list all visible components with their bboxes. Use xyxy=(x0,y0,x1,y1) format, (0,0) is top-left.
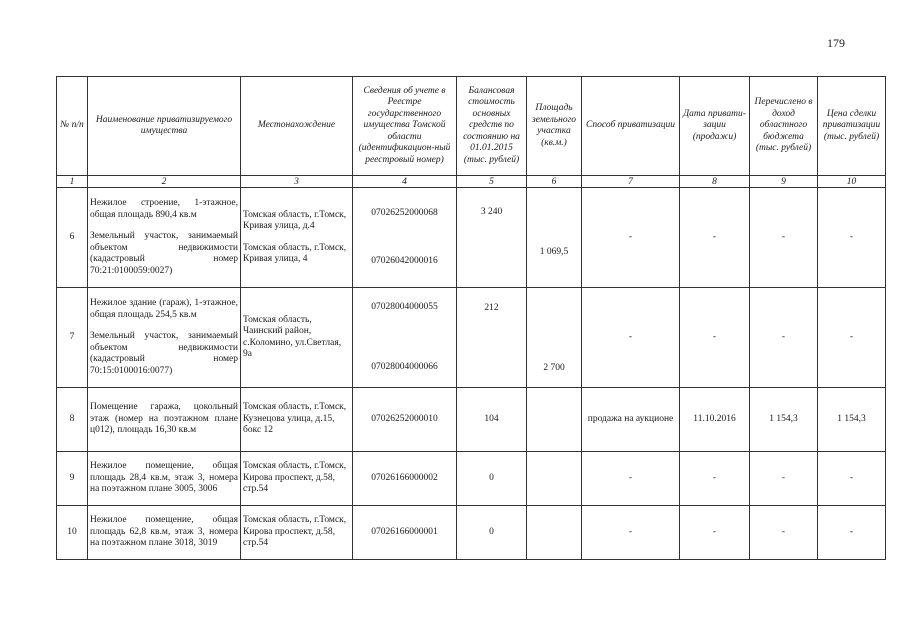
registry-number: 07028004000066 xyxy=(371,361,438,372)
privatization-method: - xyxy=(582,288,680,388)
registry-cell xyxy=(353,188,457,288)
property-name: Нежилое здание (гараж), 1-этажное, общая площадь 254,5 кв.м xyxy=(90,298,238,320)
header-num: № п/п xyxy=(57,77,88,176)
land-area xyxy=(527,388,582,452)
row-number: 10 xyxy=(57,506,88,560)
location: Томская область, г.Томск, Кривая улица, 4 xyxy=(243,242,347,264)
deal-price: - xyxy=(818,506,886,560)
registry-number: 07026252000068 xyxy=(371,208,438,218)
property-name: Нежилое строение, 1-этажное, общая площадь 890,4 кв.м xyxy=(90,198,238,220)
balance-value: 0 xyxy=(457,506,527,560)
row-number: 8 xyxy=(57,388,88,452)
property-name: Нежилое помещение, общая площадь 28,4 кв.м, этаж 3, номера на поэтажном плане 3005, 3006 xyxy=(90,461,238,495)
property-name-cell xyxy=(88,452,241,506)
header-method: Способ приватизации xyxy=(582,77,680,176)
header-price: Цена сделки приватизации (тыс. рублей) xyxy=(818,77,886,176)
column-number: 2 xyxy=(88,176,241,188)
deal-price: - xyxy=(818,452,886,506)
registry-number: 07026166000002 xyxy=(353,452,457,506)
deal-price: 1 154,3 xyxy=(818,388,886,452)
header-date: Дата привати-зации (продажи) xyxy=(680,77,750,176)
balance-value: 212 xyxy=(457,288,527,388)
table-row xyxy=(57,388,886,452)
table-row xyxy=(57,288,886,388)
privatization-date: - xyxy=(680,506,750,560)
property-name: Помещение гаража, цокольный этаж (номер на поэтажном плане ц012), площадь 16,30 кв.м xyxy=(90,402,238,436)
column-numbers-row xyxy=(57,176,886,188)
privatization-date: - xyxy=(680,288,750,388)
column-number: 8 xyxy=(680,176,750,188)
header-registry: Сведения об учете в Реестре государственного имущества Томской области (идентификацион-ный реестровый номер) xyxy=(353,77,457,176)
privatization-date: 11.10.2016 xyxy=(680,388,750,452)
land-area xyxy=(527,506,582,560)
transferred-amount: - xyxy=(750,452,818,506)
location-cell xyxy=(241,388,353,452)
header-balance: Балансовая стоимость основных средств по состоянию на 01.01.2015 (тыс. рублей) xyxy=(457,77,527,176)
header-transferred: Перечислено в доход областного бюджета (тыс. рублей) xyxy=(750,77,818,176)
property-name-cell xyxy=(88,506,241,560)
privatization-date: - xyxy=(680,452,750,506)
land-plot-name: Земельный участок, занимаемый объектом недвижимости (кадастровый номер 70:15:0100016:0077) xyxy=(90,331,238,376)
row-number: 7 xyxy=(57,288,88,388)
balance-value: 104 xyxy=(457,388,527,452)
balance-value: 3 240 xyxy=(457,188,527,288)
location-cell xyxy=(241,188,353,288)
table-row xyxy=(57,188,886,288)
location: Томская область, г.Томск, Кузнецова улица, д.15, бокс 12 xyxy=(243,402,347,436)
column-number: 4 xyxy=(353,176,457,188)
table-row xyxy=(57,452,886,506)
location-cell xyxy=(241,288,353,388)
transferred-amount: - xyxy=(750,288,818,388)
table-row xyxy=(57,506,886,560)
location-cell xyxy=(241,506,353,560)
location: Томская область, г.Томск, Кирова проспект, д.58, стр.54 xyxy=(243,515,347,549)
column-number: 6 xyxy=(527,176,582,188)
header-row xyxy=(57,77,886,176)
balance-value: 0 xyxy=(457,452,527,506)
header-location: Местонахождение xyxy=(241,77,353,176)
property-name: Нежилое помещение, общая площадь 62,8 кв.м, этаж 3, номера на поэтажном плане 3018, 3019 xyxy=(90,515,238,549)
land-area: 2 700 xyxy=(527,288,582,388)
header-area: Площадь земельного участка (кв.м.) xyxy=(527,77,582,176)
privatization-method: - xyxy=(582,188,680,288)
location: Томская область, г.Томск, Кривая улица, д.4 xyxy=(243,209,347,231)
privatization-method: продажа на аукционе xyxy=(582,388,680,452)
property-name-cell xyxy=(88,188,241,288)
column-number: 10 xyxy=(818,176,886,188)
registry-number: 07026252000010 xyxy=(353,388,457,452)
registry-number: 07026042000016 xyxy=(371,255,438,266)
header-name: Наименование приватизируемого имущества xyxy=(88,77,241,176)
transferred-amount: 1 154,3 xyxy=(750,388,818,452)
page-number: 179 xyxy=(827,36,845,50)
privatization-date: - xyxy=(680,188,750,288)
land-plot-name: Земельный участок, занимаемый объектом недвижимости (кадастровый номер 70:21:0100059:0027) xyxy=(90,231,238,276)
row-number: 9 xyxy=(57,452,88,506)
location: Томская область, г.Томск, Кирова проспект, д.58, стр.54 xyxy=(243,461,347,495)
column-number: 1 xyxy=(57,176,88,188)
row-number: 6 xyxy=(57,188,88,288)
location: Томская область, Чаинский район, с.Коломино, ул.Светлая, 9а xyxy=(243,314,342,359)
land-area xyxy=(527,452,582,506)
column-number: 3 xyxy=(241,176,353,188)
registry-cell xyxy=(353,288,457,388)
registry-number: 07026166000001 xyxy=(353,506,457,560)
location-cell xyxy=(241,452,353,506)
privatization-method: - xyxy=(582,452,680,506)
column-number: 7 xyxy=(582,176,680,188)
transferred-amount: - xyxy=(750,506,818,560)
transferred-amount: - xyxy=(750,188,818,288)
land-area: 1 069,5 xyxy=(527,188,582,288)
deal-price: - xyxy=(818,188,886,288)
property-name-cell xyxy=(88,288,241,388)
privatization-method: - xyxy=(582,506,680,560)
property-name-cell xyxy=(88,388,241,452)
deal-price: - xyxy=(818,288,886,388)
privatization-table xyxy=(56,76,886,560)
registry-number: 07028004000055 xyxy=(371,302,438,312)
column-number: 5 xyxy=(457,176,527,188)
column-number: 9 xyxy=(750,176,818,188)
